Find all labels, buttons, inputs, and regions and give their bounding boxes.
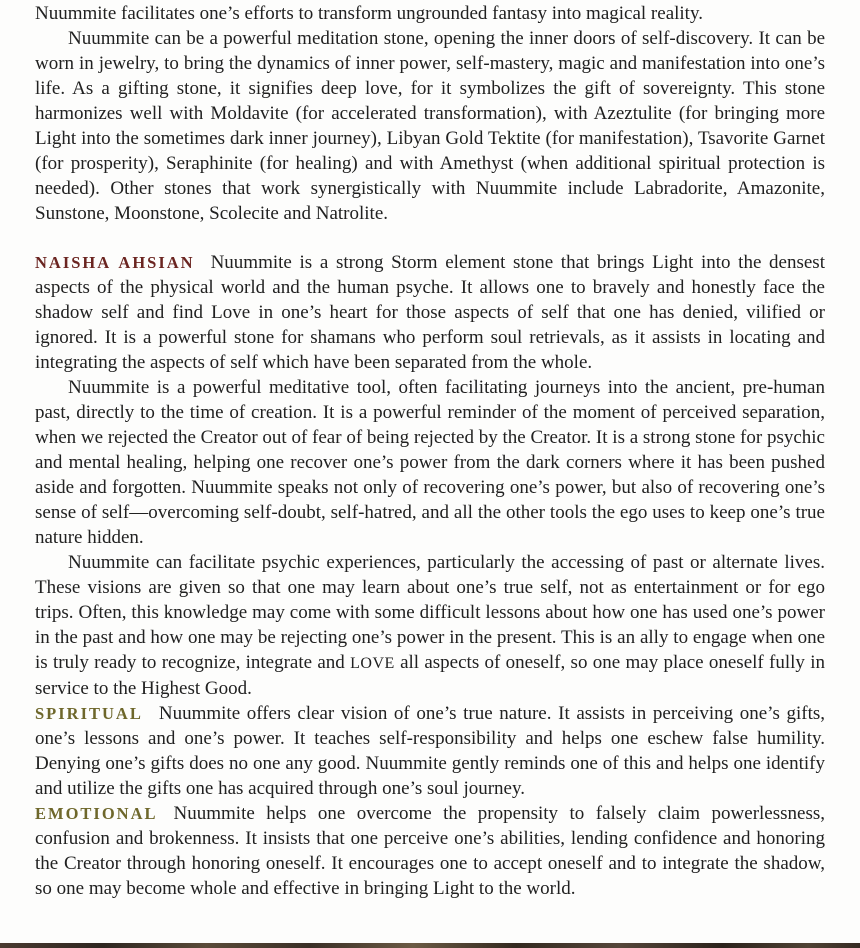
paragraph-text: all aspects of oneself, so one may place oneself fully in service to the Highest Good. xyxy=(35,652,825,699)
paragraph-intro: Nuummite can be a powerful meditation stone, opening the inner doors of self-discovery. It can be worn in jewelry, to bring the dynamics of inner power, self-mastery, magic and manifestation into one’s life. As a gifting stone, it signifies deep love, for it symbolizes the gift of sovereignty. This stone harmonizes well with Moldavite (for accelerated transformation), with Azeztulite (for bringing more Light into the sometimes dark inner journey), Libyan Gold Tektite (for manifestation), Tsavorite Garnet (for prosperity), Seraphinite (for healing) and with Amethyst (when additional spiritual protection is needed). Other stones that work synergistically with Nuummite include Labradorite, Amazonite, Sunstone, Moonstone, Scolecite and Natrolite. xyxy=(35,28,825,224)
section-label-spiritual: SPIRITUAL xyxy=(35,704,143,723)
paragraph-text: Nuummite is a strong Storm element stone that brings Light into the densest aspects of the physical world and the human psyche. It allows one to bravely and honestly face the shadow self and find Love in one’s heart for those aspects of self that one has denied, vilified or ignored. It is a powerful stone for shamans who perform soul retrievals, as it assists in locating and integrating the aspects of self which have been separated from the whole. xyxy=(35,252,825,373)
smallcaps-word-love: LOVE xyxy=(350,655,395,672)
paragraph-intro-continuation: Nuummite facilitates one’s efforts to transform ungrounded fantasy into magical reality. xyxy=(35,3,703,24)
paragraph-text: Nuummite helps one overcome the propensity to falsely claim powerlessness, confusion and brokenness. It insists that one perceive one’s abilities, lending confidence and honoring the Creator through honoring oneself. It encourages one to accept oneself and to integrate the shadow, so one may become whole and effective in bringing Light to the world. xyxy=(35,803,825,899)
section-label-emotional: EMOTIONAL xyxy=(35,804,158,823)
paragraph-naisha-ahsian-3 xyxy=(35,550,825,701)
page-bottom-image-edge xyxy=(0,943,860,948)
paragraph-naisha-ahsian-2: Nuummite is a powerful meditative tool, often facilitating journeys into the ancient, pre-human past, directly to the time of creation. It is a powerful reminder of the moment of perceived separation, when we rejected the Creator out of fear of being rejected by the Creator. It is a strong stone for psychic and mental healing, helping one recover one’s power from the dark corners where it has been pushed aside and forgotten. Nuummite speaks not only of recovering one’s power, but also of recovering one’s sense of self—overcoming self-doubt, self-hatred, and all the other tools the ego uses to keep one’s true nature hidden. xyxy=(35,377,825,548)
paragraph-spiritual xyxy=(35,701,825,801)
paragraph-emotional xyxy=(35,801,825,901)
section-label-naisha-ahsian: NAISHA AHSIAN xyxy=(35,253,195,272)
paragraph-text: Nuummite offers clear vision of one’s true nature. It assists in perceiving one’s gifts, one’s lessons and one’s power. It teaches self-responsibility and helps one eschew false humility. Denying one’s gifts does no one any good. Nuummite gently reminds one of this and helps one identify and utilize the gifts one has acquired through one’s soul journey. xyxy=(35,703,825,799)
paragraph-text: Nuummite can facilitate psychic experiences, particularly the accessing of past or alternate lives. These visions are given so that one may learn about one’s true self, not as entertainment or for ego trips. Often, this knowledge may come with some difficult lessons about how one has used one’s power in the past and how one may be rejecting one’s power in the present. This is an ally to engage when one is truly ready to recognize, integrate and xyxy=(35,552,825,673)
paragraph-naisha-ahsian-1 xyxy=(35,250,825,375)
